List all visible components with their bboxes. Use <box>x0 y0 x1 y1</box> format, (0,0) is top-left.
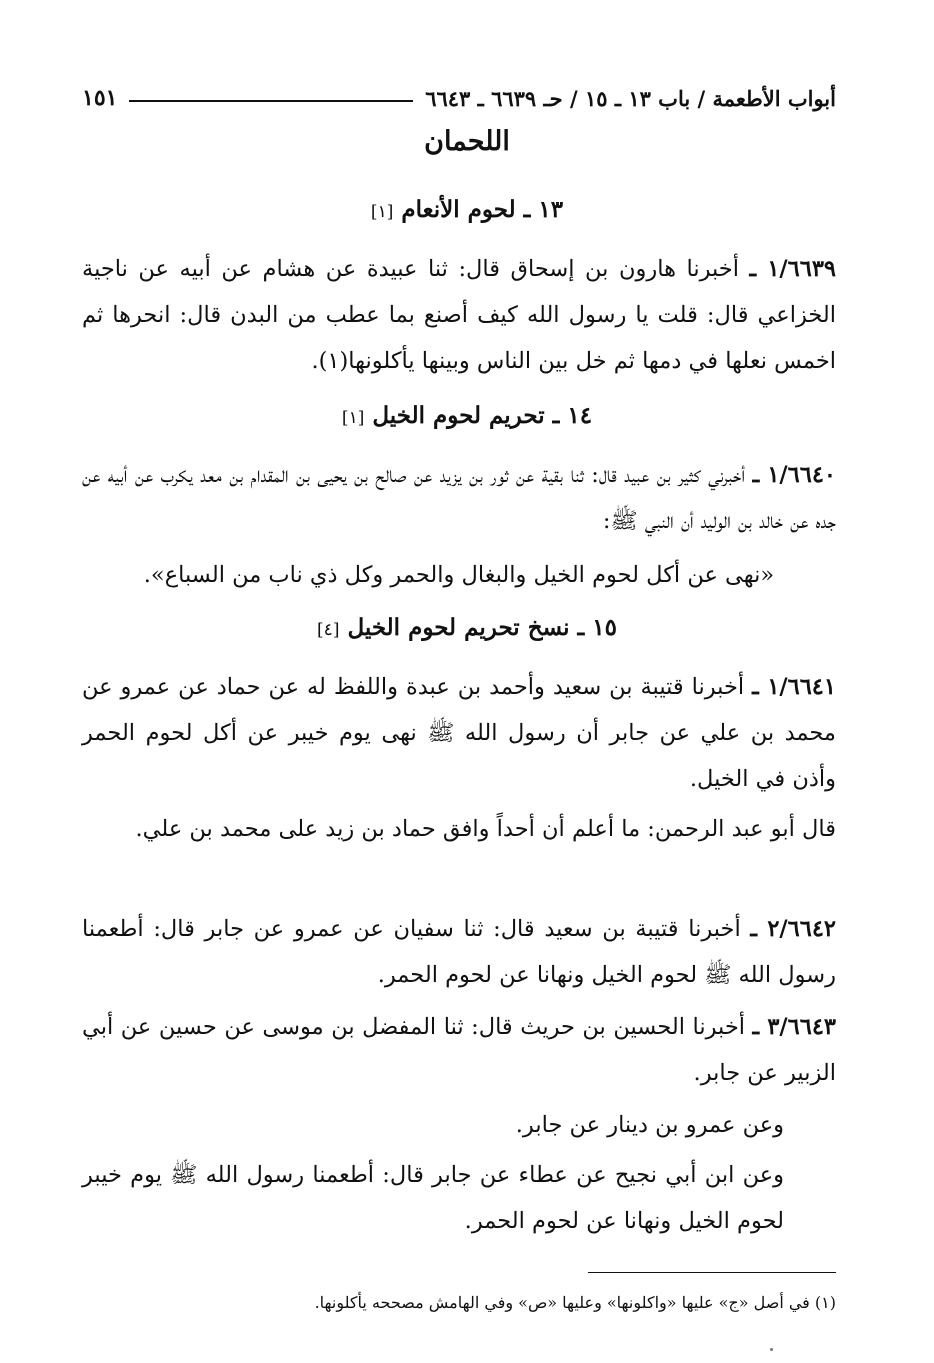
section-ref: [٤] <box>317 620 340 640</box>
section-ref: [١] <box>370 202 394 222</box>
section-heading-text: ١٣ ـ لحوم الأنعام <box>401 196 564 223</box>
hadith-text: أخبرنا هارون بن إسحاق قال: ثنا عبيدة عن هشام عن أبيه عن ناجية الخزاعي قال: قلت يا رسول الله كيف أصنع بما عطب من البدن قال: انحرها ثم اخمس نعلها في دمها ثم خل بين الناس وبينها يأكلونها(١). <box>82 256 836 374</box>
hadith-number: ١/٦٦٤٠ ـ <box>752 462 836 488</box>
hadith-text: أخبرني كثير بن عبيد قال: ثنا بقية عن ثور بن يزيد عن صالح بن يحيى بن المقدام بن معد يكرب عن أبيه عن جده عن خالد بن الوليد أن النبي ﷺ: <box>82 462 836 534</box>
page-number: ١٥١ <box>82 85 118 111</box>
section-heading-15 <box>0 614 934 641</box>
hadith-text: أخبرنا قتيبة بن سعيد قال: ثنا سفيان عن عمرو عن جابر قال: أطعمنا رسول الله ﷺ لحوم الخيل ونهانا عن لحوم الحمر. <box>82 916 836 988</box>
hadith-text: أخبرنا قتيبة بن سعيد وأحمد بن عبدة واللفظ له عن حماد عن عمرو عن محمد بن علي عن جابر أن رسول الله ﷺ نهى يوم خيبر عن أكل لحوم الحمر وأذن في الخيل. <box>82 674 836 792</box>
hadith-6643-chain-2 <box>82 1102 836 1148</box>
chapter-title: اللحمان <box>424 126 510 157</box>
hadith-6639 <box>82 246 836 384</box>
hadith-6642 <box>82 906 836 998</box>
hadith-text: «نهى عن أكل لحوم الخيل والبغال والحمر وكل ذي ناب من السباع». <box>143 562 775 588</box>
hadith-6643-chain-3 <box>82 1152 836 1244</box>
running-title: أبواب الأطعمة / باب ١٣ ـ ١٥ / حـ ٦٦٣٩ ـ ٦٦٤٣ <box>425 85 836 111</box>
hadith-number: ٣/٦٦٤٣ ـ <box>752 1014 836 1040</box>
hadith-6640-matn <box>82 552 836 598</box>
footnote: (١) في أصل «ج» عليها «واكلونها» وعليها «ص» وفي الهامش مصححه يأكلونها. <box>314 1293 836 1312</box>
hadith-6641 <box>82 664 836 802</box>
comment-text: قال أبو عبد الرحمن: ما أعلم أن أحداً وافق حماد بن زيد على محمد بن علي. <box>135 816 836 842</box>
section-ref: [١] <box>341 408 365 428</box>
hadith-text: وعن عمرو بن دينار عن جابر. <box>515 1112 784 1138</box>
hadith-6643 <box>82 1004 836 1096</box>
running-header <box>82 78 836 118</box>
hadith-number: ٢/٦٦٤٢ ـ <box>750 916 836 942</box>
hadith-number: ١/٦٦٤١ ـ <box>752 674 836 700</box>
footnote-rule <box>588 1272 836 1273</box>
hadith-text: وعن ابن أبي نجيح عن عطاء عن جابر قال: أطعمنا رسول الله ﷺ يوم خيبر لحوم الخيل ونهانا عن لحوم الحمر. <box>82 1162 784 1234</box>
section-heading-text: ١٥ ـ نسخ تحريم لحوم الخيل <box>347 614 617 641</box>
hadith-text: أخبرنا الحسين بن حريث قال: ثنا المفضل بن موسى عن حسين عن أبي الزبير عن جابر. <box>82 1014 836 1086</box>
header-rule <box>129 100 413 102</box>
section-heading-14 <box>0 402 934 429</box>
hadith-number: ١/٦٦٣٩ ـ <box>749 256 836 282</box>
hadith-6640 <box>82 452 836 544</box>
scan-speck <box>770 1348 773 1351</box>
section-heading-13 <box>0 196 934 223</box>
section-heading-text: ١٤ ـ تحريم لحوم الخيل <box>372 402 593 429</box>
author-comment <box>82 806 836 852</box>
